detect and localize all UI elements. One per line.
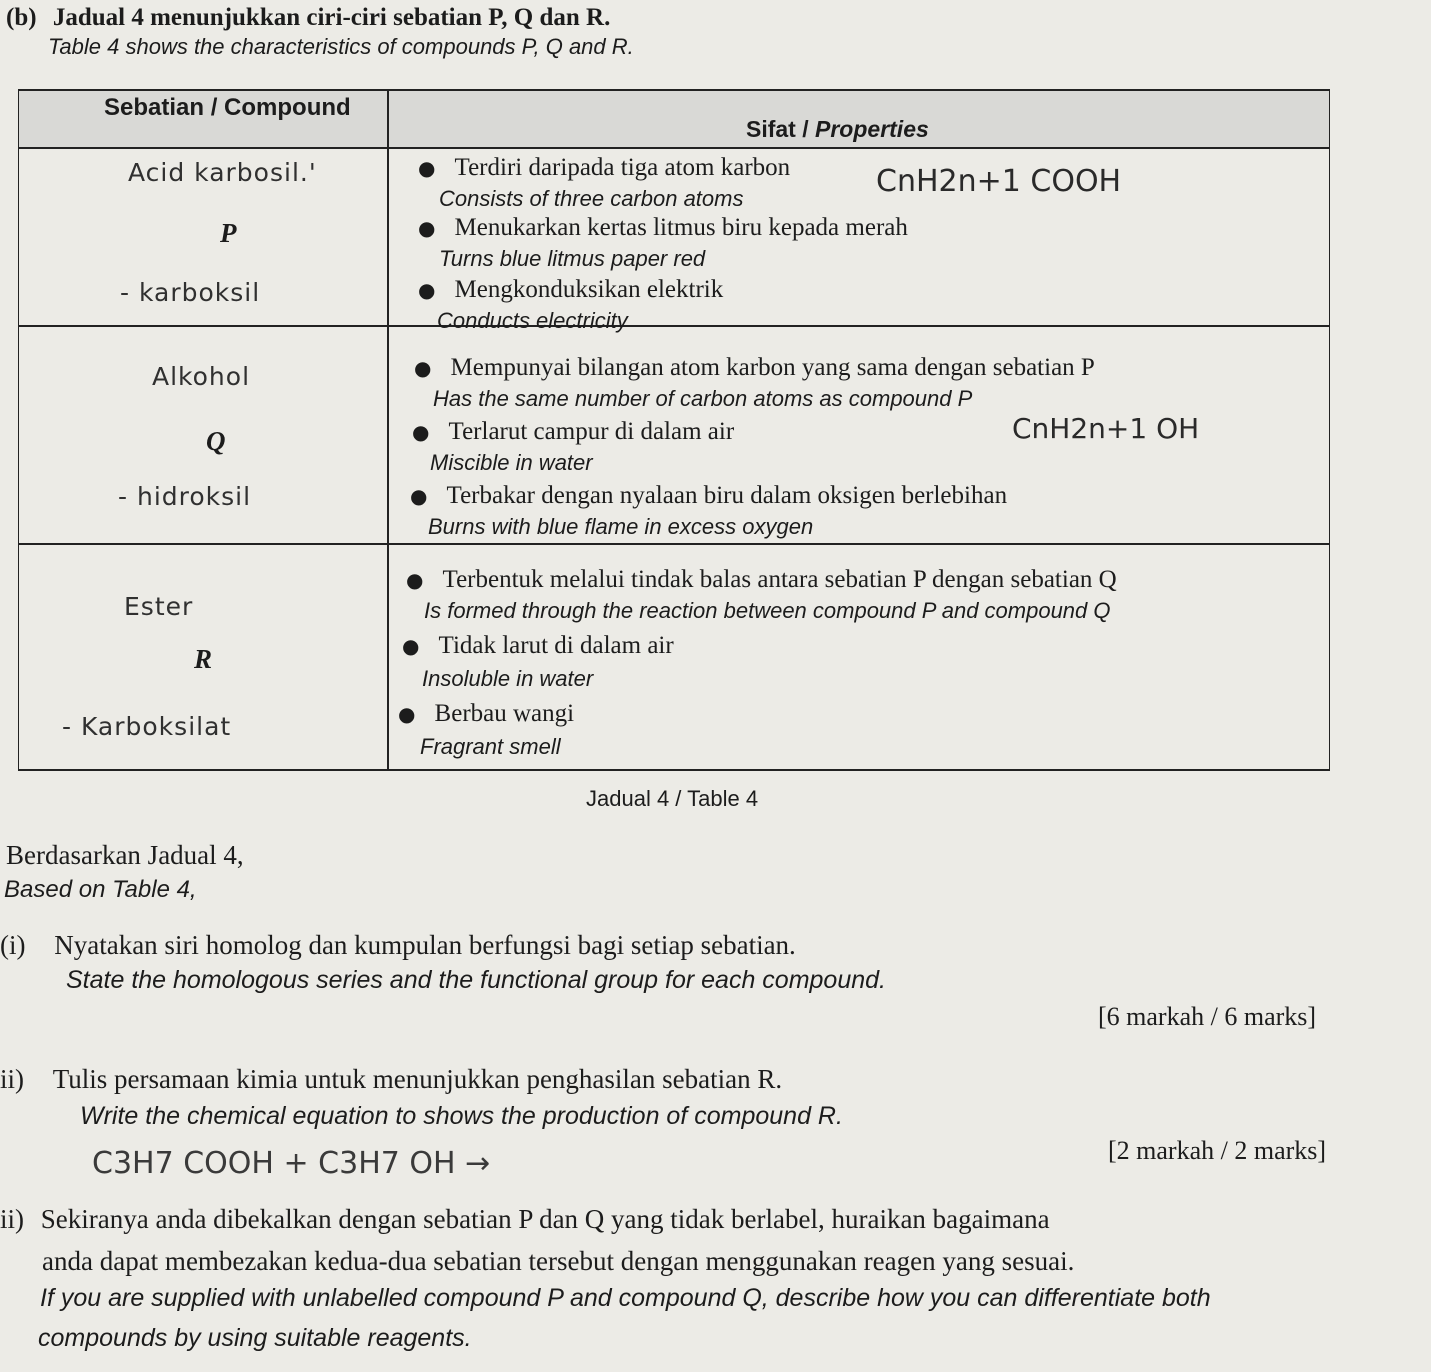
prop-r-1-en: Is formed through the reaction between compound P and compound Q [424,598,1111,623]
question-1-ms: Nyatakan siri homolog dan kumpulan berfungsi bagi setiap sebatian. [54,930,796,960]
question-1 [0,930,796,961]
bullet-icon: ● [418,278,436,302]
note-r-top: Ester [124,592,194,621]
prop-p-3: ● Mengkonduksikan elektrik [418,276,724,303]
letter-p: P [220,218,237,248]
question-2 [0,1064,782,1095]
letter-r: R [194,644,213,674]
bullet-icon: ● [406,568,424,592]
header-compound: Sebatian / Compound [104,94,351,121]
bullet-icon: ● [418,156,436,180]
prop-r-2: ● Tidak larut di dalam air [402,632,674,659]
header-properties-ms: Sifat / [746,116,809,142]
bullet-icon: ● [414,356,432,380]
bullet-icon: ● [402,634,420,658]
prop-q-1: ● Mempunyai bilangan atom karbon yang sama dengan sebatian P [414,354,1095,381]
prop-r-3-en: Fragrant smell [420,734,561,759]
bullet-icon: ● [398,702,416,726]
compound-table [18,72,1330,772]
formula-p: CnH2n+1 COOH [876,164,1122,199]
part-number: (b) [6,4,37,31]
note-p-top: Acid karbosil.' [128,158,317,187]
intro-english: Based on Table 4, [4,876,197,903]
prop-p-1-en: Consists of three carbon atoms [439,186,744,211]
prop-p-1: ● Terdiri daripada tiga atom karbon [418,154,791,181]
prop-q-1-en: Has the same number of carbon atoms as compound P [433,386,973,411]
table-caption: Jadual 4 / Table 4 [586,786,759,811]
question-3-ms-line2: anda dapat membezakan kedua-dua sebatian tersebut dengan menggunakan reagen yang sesuai. [42,1246,1075,1276]
question-3-ms-line1: Sekiranya anda dibekalkan dengan sebatian P dan Q yang tidak berlabel, huraikan bagaimana [40,1204,1050,1234]
question-3-en-line2: compounds by using suitable reagents. [38,1324,472,1352]
part-label [6,4,610,32]
question-3-en-line1: If you are supplied with unlabelled compound P and compound Q, describe how you can differentiate both [40,1284,1211,1312]
note-r-bottom: - Karboksilat [62,712,232,741]
question-2-answer: C3H7 COOH + C3H7 OH → [92,1146,491,1181]
prop-r-2-en: Insoluble in water [422,666,594,691]
header-properties [746,116,929,143]
prop-p-2-en: Turns blue litmus paper red [439,246,706,271]
prop-q-2: ● Terlarut campur di dalam air [412,418,735,445]
bullet-icon: ● [412,420,430,444]
formula-q: CnH2n+1 OH [1012,412,1200,445]
prop-r-3: ● Berbau wangi [398,700,575,727]
bullet-icon: ● [418,216,436,240]
note-q-top: Alkohol [152,362,251,391]
question-3 [0,1204,1050,1235]
prop-q-3: ● Terbakar dengan nyalaan biru dalam oksigen berlebihan [410,482,1008,509]
question-2-en: Write the chemical equation to shows the production of compound R. [80,1102,843,1130]
prop-q-2-en: Miscible in water [430,450,593,475]
prop-q-3-en: Burns with blue flame in excess oxygen [428,514,814,539]
prop-p-2: ● Menukarkan kertas litmus biru kepada merah [418,214,908,241]
question-2-marks: [2 markah / 2 marks] [1108,1136,1327,1165]
question-2-number: ii) [0,1064,24,1094]
bullet-icon: ● [410,484,428,508]
question-1-marks: [6 markah / 6 marks] [1098,1002,1317,1031]
question-2-ms: Tulis persamaan kimia untuk menunjukkan penghasilan sebatian R. [52,1064,783,1094]
question-3-number: ii) [0,1204,24,1234]
note-p-bottom: - karboksil [120,278,261,307]
prop-r-1: ● Terbentuk melalui tindak balas antara sebatian P dengan sebatian Q [406,566,1117,593]
title-english: Table 4 shows the characteristics of compounds P, Q and R. [48,34,634,59]
intro-malay: Berdasarkan Jadual 4, [6,840,244,870]
prop-p-3-en: Conducts electricity [437,308,628,333]
title-malay: Jadual 4 menunjukkan ciri-ciri sebatian P, Q dan R. [52,4,611,31]
header-properties-en: Properties [815,116,929,142]
question-1-number: (i) [0,930,26,960]
letter-q: Q [206,426,226,456]
note-q-bottom: - hidroksil [118,482,252,511]
question-1-en: State the homologous series and the functional group for each compound. [66,966,886,994]
